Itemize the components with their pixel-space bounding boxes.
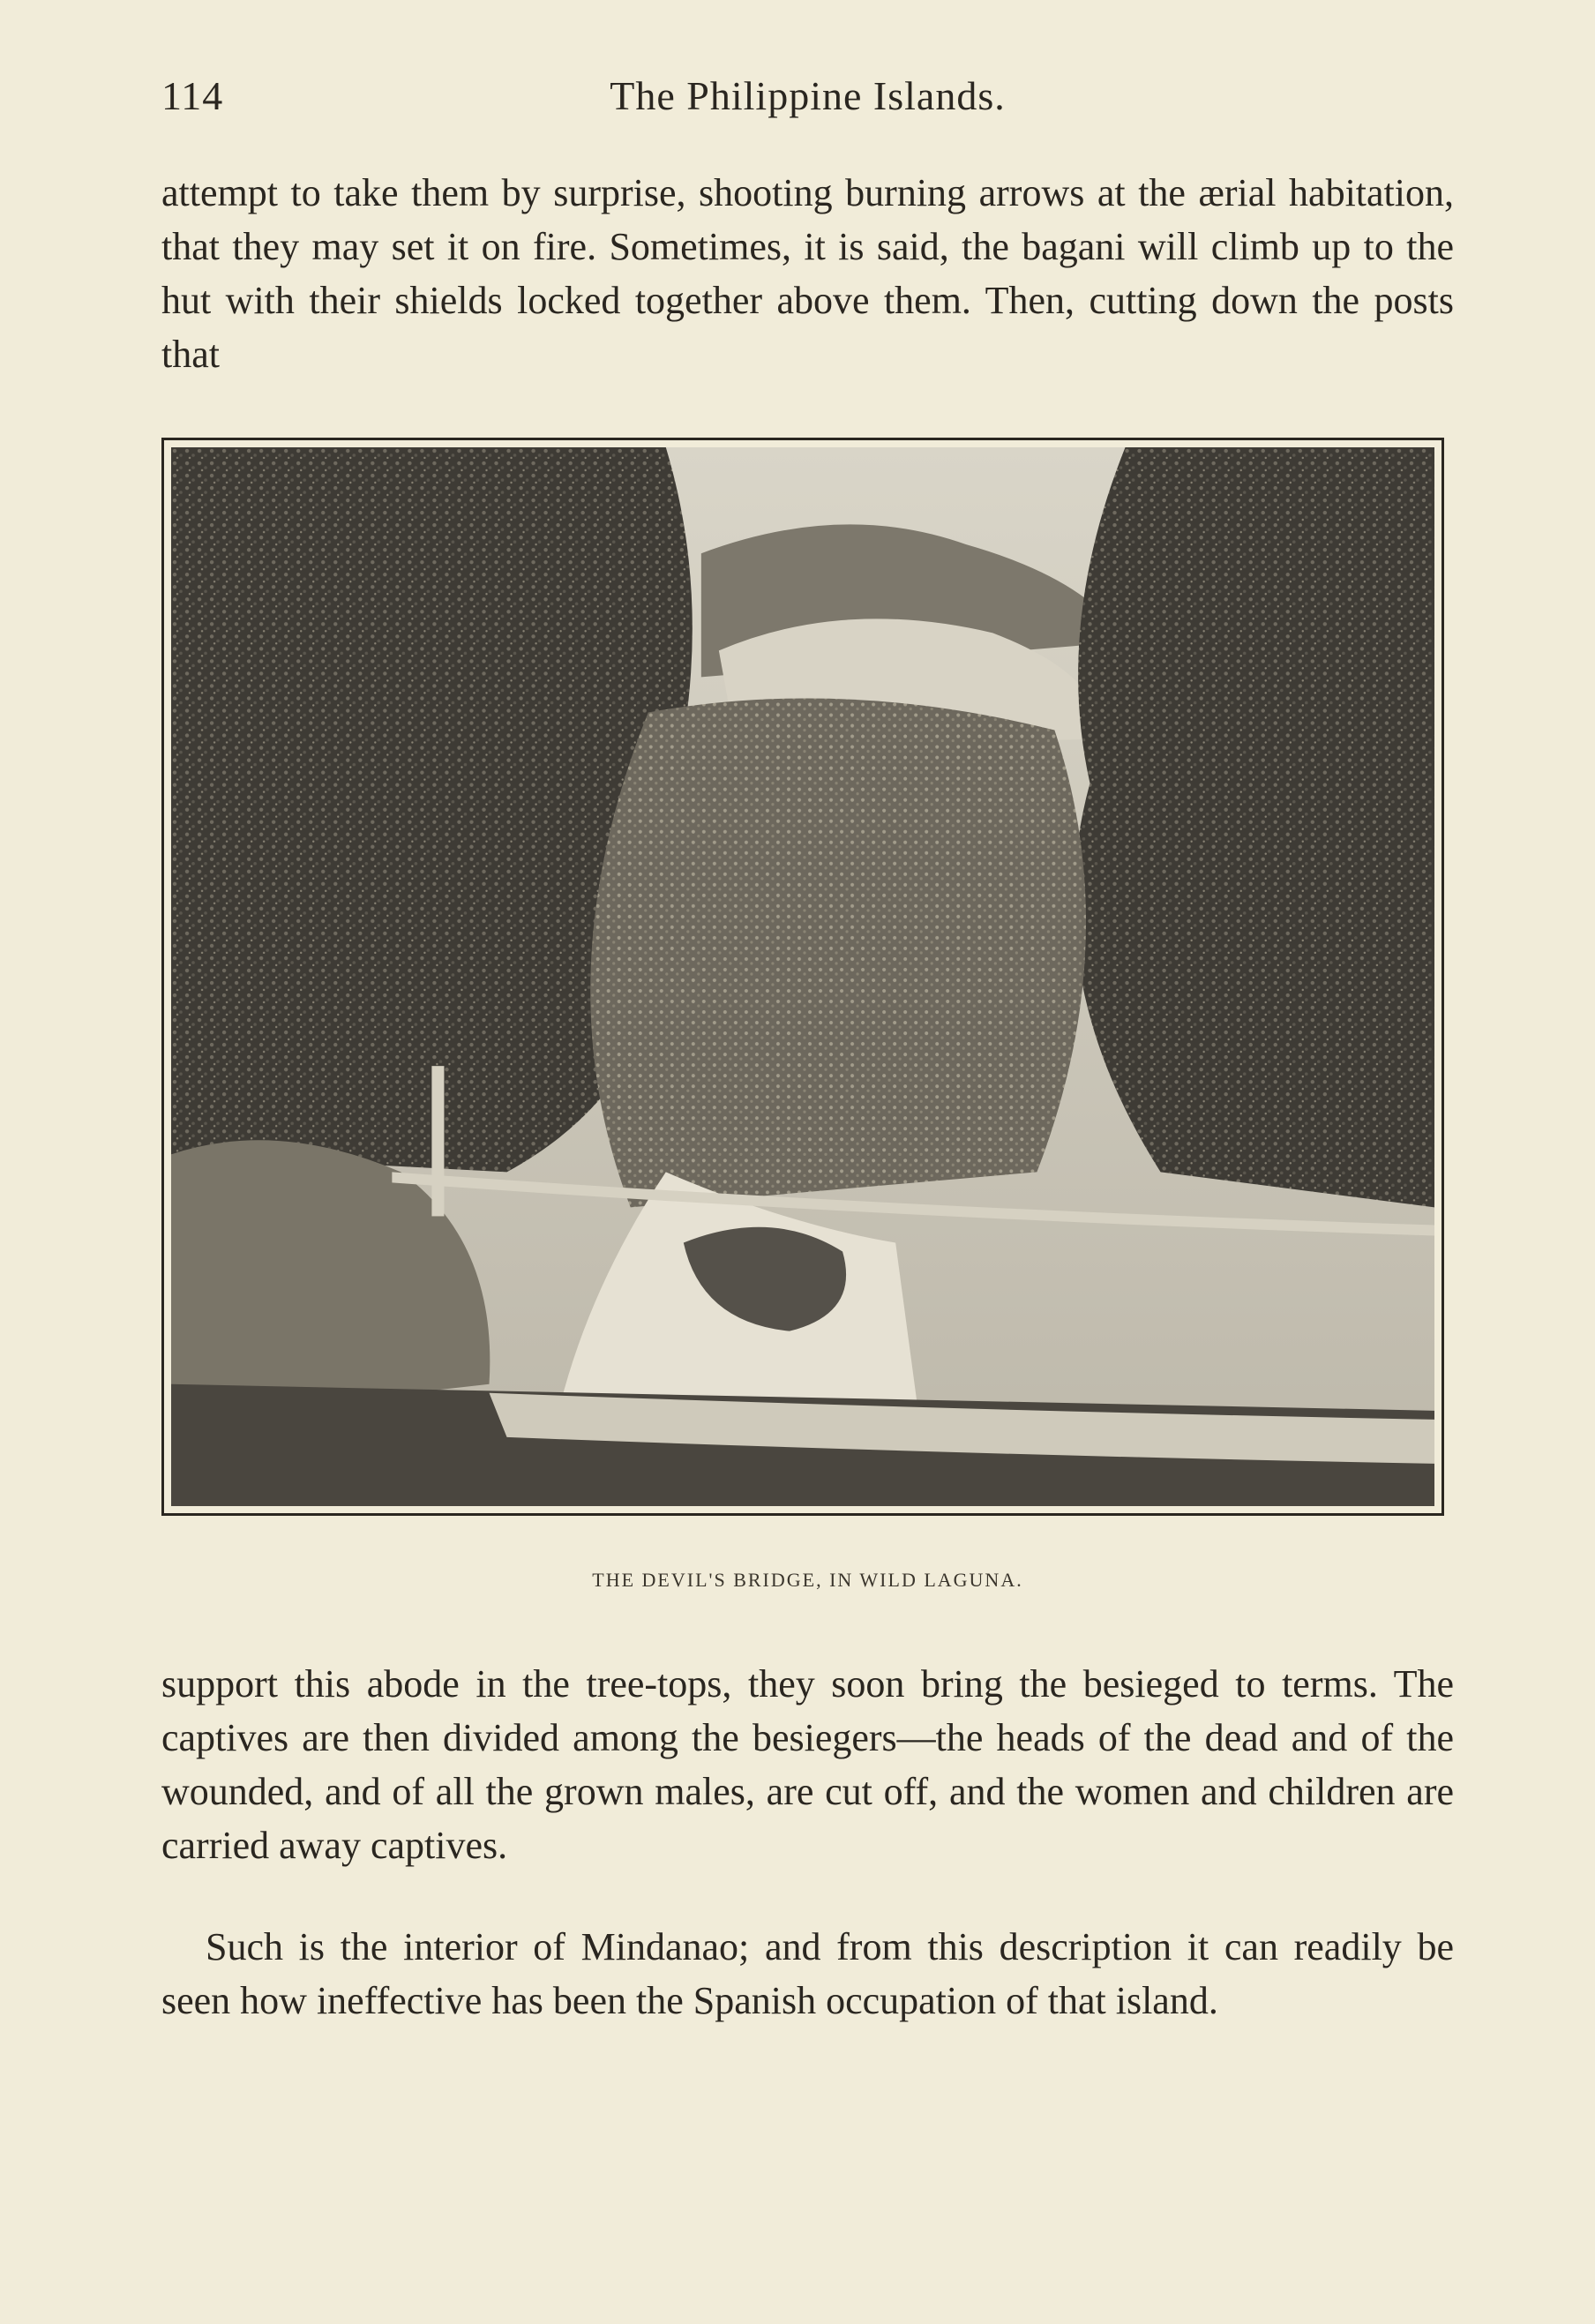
paragraph-top: attempt to take them by surprise, shooting burning arrows at the ærial habitation, that they may set it on fire. Sometimes, it is said, the bagani will climb up to the hut with their shields locked together above them. Then, cutting down the posts that [161, 171, 1454, 376]
figure-caption: THE DEVIL'S BRIDGE, IN WILD LAGUNA. [592, 1569, 1023, 1591]
page-header [161, 72, 1454, 125]
paragraph-final: Such is the interior of Mindanao; and from this description it can readily be seen how ineffective has been the Spanish occupation of that island. [161, 1925, 1454, 2022]
running-title: The Philippine Islands. [610, 73, 1006, 118]
paragraph-bottom: support this abode in the tree-tops, they soon bring the besieged to terms. The captives are then divided among the besiegers—the heads of the dead and of the wounded, and of all the grown males, are cut off, and the women and children are carried away captives. [161, 1662, 1454, 1867]
figure-plate [161, 438, 1444, 1516]
page-number: 114 [161, 73, 224, 118]
photograph-devils-bridge [171, 447, 1434, 1506]
